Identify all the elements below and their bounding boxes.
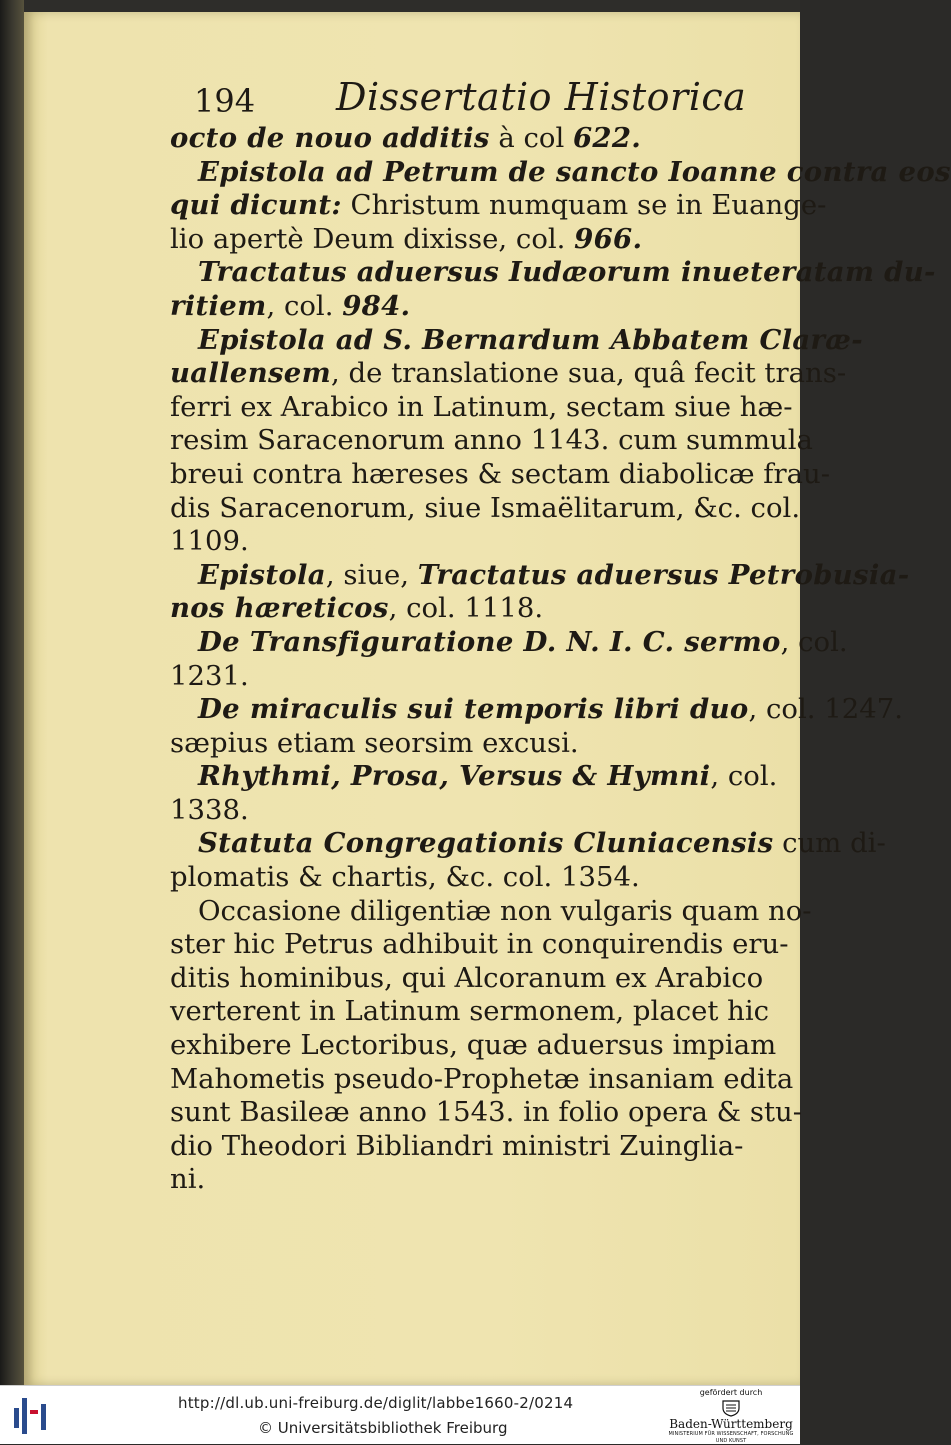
italic-text-segment: Statuta Congregationis Cluniacensis	[198, 827, 774, 860]
text-line	[170, 457, 831, 492]
funder-prefix: gefördert durch	[699, 1388, 763, 1397]
text-line	[170, 155, 951, 190]
text-segment: , de translatione sua, quâ fecit trans-	[330, 357, 847, 390]
italic-text-segment: 984.	[342, 289, 411, 322]
book-spine	[0, 0, 24, 1385]
text-line	[170, 357, 847, 391]
italic-text-segment: 966.	[574, 222, 643, 255]
text-line	[170, 928, 789, 962]
text-line	[170, 727, 770, 761]
text-segment: , siue,	[325, 558, 418, 591]
page-url-link[interactable]: http://dl.ub.uni-freiburg.de/diglit/labbe1660-2/0214	[178, 1394, 574, 1412]
text-line	[170, 592, 770, 626]
text-segment: dis Saracenorum, siue Ismaëlitarum, &c. col.	[170, 491, 801, 524]
text-segment: , col. 1247.	[748, 693, 903, 726]
italic-text-segment: 622.	[572, 122, 642, 154]
funder-name: Baden-Württemberg	[669, 1417, 793, 1431]
text-segment: à col	[489, 122, 573, 154]
text-segment: sæpius etiam seorsim excusi.	[170, 726, 579, 759]
text-line	[170, 558, 910, 593]
text-line	[170, 995, 770, 1029]
text-line	[170, 962, 770, 996]
text-line	[170, 1062, 794, 1097]
italic-text-segment: ritiem	[170, 289, 267, 322]
funder-ministry: MINISTERIUM FÜR WISSENSCHAFT, FORSCHUNG UND KUNST	[668, 1431, 794, 1444]
text-line	[170, 223, 770, 257]
text-line	[170, 1029, 777, 1063]
italic-text-segment: Epistola	[198, 558, 326, 591]
italic-text-segment: Epistola ad S. Bernardum Abbatem Claræ-	[198, 323, 863, 356]
funder-block	[666, 1388, 796, 1442]
text-segment: resim Saracenorum anno 1143. cum summula	[170, 424, 813, 457]
italic-text-segment: De Transfiguratione D. N. I. C. sermo	[198, 625, 781, 658]
text-line	[170, 1096, 803, 1130]
coat-of-arms-icon	[720, 1399, 742, 1417]
page-number: 194	[194, 82, 256, 120]
text-segment: cum di-	[773, 827, 886, 860]
text-segment: breui contra hæreses & sectam diabolicæ frau-	[170, 457, 831, 490]
viewer-footer	[0, 1385, 800, 1444]
text-segment: exhibere Lectoribus, quæ aduersus impiam	[170, 1029, 777, 1062]
italic-text-segment: Epistola ad Petrum de sancto Ioanne contra eos	[198, 155, 951, 188]
text-line	[170, 122, 770, 156]
text-segment: 1338.	[170, 793, 249, 826]
text-line	[170, 827, 886, 861]
italic-text-segment: Rhythmi, Prosa, Versus & Hymni	[198, 760, 711, 793]
text-line	[170, 1163, 770, 1197]
text-line	[170, 256, 936, 290]
text-segment: verterent in Latinum sermonem, placet hic	[170, 995, 770, 1028]
text-line	[170, 794, 770, 828]
text-segment: ni.	[170, 1163, 206, 1196]
text-line	[170, 660, 770, 694]
italic-text-segment: De miraculis sui temporis libri duo	[198, 693, 749, 726]
text-line	[170, 861, 770, 895]
text-segment: Christum numquam se in Euange-	[341, 189, 827, 222]
page-header	[170, 72, 770, 122]
text-segment: , col. 1118.	[388, 592, 544, 625]
italic-text-segment: Tractatus aduersus Iudæorum inueteratam du-	[198, 256, 936, 289]
text-segment: , col.	[266, 289, 343, 322]
text-segment: dio Theodori Bibliandri ministri Zuinglia-	[170, 1129, 744, 1162]
text-segment: plomatis & chartis, &c. col. 1354.	[170, 861, 640, 894]
text-segment: Occasione diligentiæ non vulgaris quam no-	[198, 894, 812, 927]
text-line	[170, 1130, 770, 1164]
text-segment: sunt Basileæ anno 1543. in folio opera & stu-	[170, 1096, 803, 1129]
text-line	[170, 290, 770, 324]
italic-text-segment: octo de nouo additis	[170, 122, 490, 154]
body-text	[170, 122, 951, 1197]
text-line	[170, 693, 903, 727]
italic-text-segment: qui dicunt:	[170, 189, 342, 222]
text-segment: lio apertè Deum dixisse, col.	[170, 222, 575, 255]
copyright-text: © Universitätsbibliothek Freiburg	[258, 1419, 508, 1437]
text-line	[170, 894, 812, 929]
text-line	[170, 390, 793, 425]
text-segment: , col.	[710, 760, 778, 793]
text-line	[170, 189, 827, 223]
italic-text-segment: uallensem	[170, 357, 331, 390]
text-line	[170, 424, 813, 458]
text-segment: 1109.	[170, 525, 249, 558]
text-line	[170, 323, 863, 358]
text-segment: , col.	[780, 625, 848, 658]
italic-text-segment: Tractatus aduersus Petrobusia-	[417, 558, 910, 591]
text-line	[170, 491, 801, 526]
text-segment: ster hic Petrus adhibuit in conquirendis eru-	[170, 928, 789, 961]
text-segment: Mahometis pseudo-Prophetæ insaniam edita	[170, 1062, 794, 1095]
text-segment: 1231.	[170, 659, 249, 692]
text-line	[170, 625, 848, 660]
page-text	[170, 72, 951, 1197]
ub-freiburg-logo-icon[interactable]	[10, 1396, 50, 1436]
text-line	[170, 525, 770, 559]
text-line	[170, 760, 778, 794]
running-title: Dissertatio Historica	[336, 75, 747, 119]
italic-text-segment: nos hæreticos	[170, 592, 389, 625]
text-segment: ditis hominibus, qui Alcoranum ex Arabico	[170, 961, 764, 994]
text-segment: ferri ex Arabico in Latinum, sectam siue hæ-	[170, 390, 793, 423]
